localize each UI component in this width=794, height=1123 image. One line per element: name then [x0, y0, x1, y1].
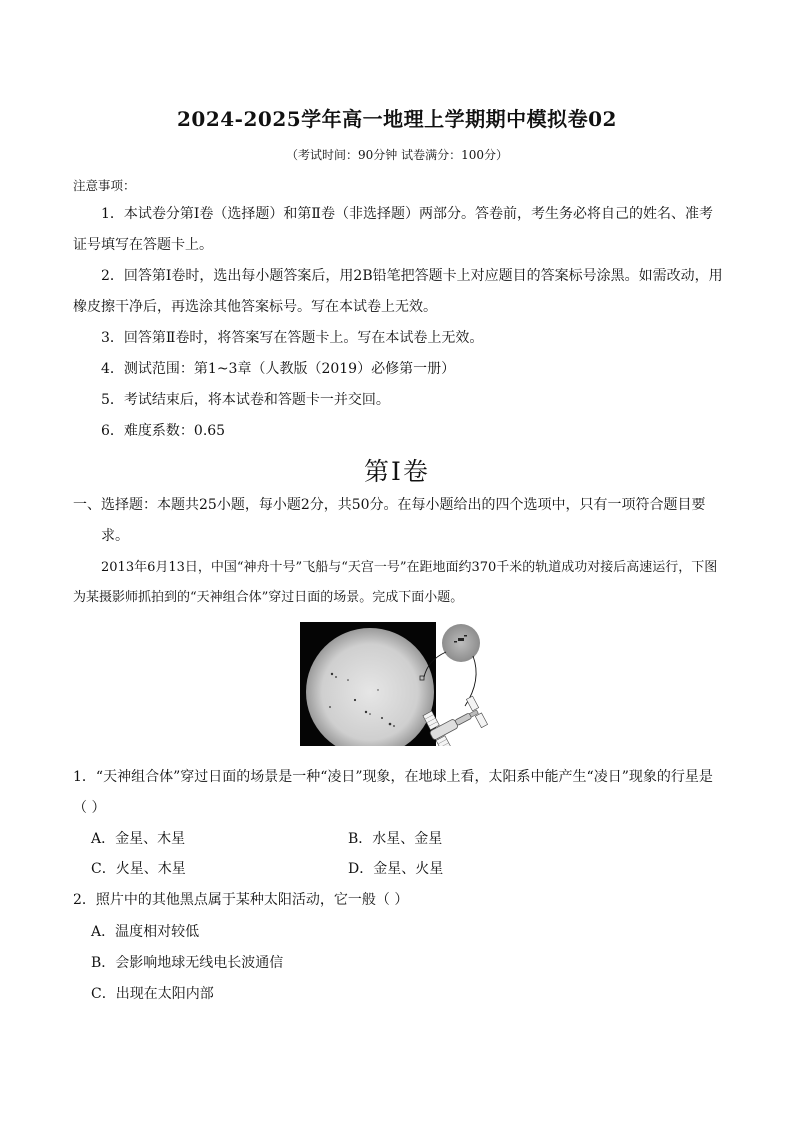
notice-item-1: 1．本试卷分第Ⅰ卷（选择题）和第Ⅱ卷（非选择题）两部分。答卷前，考生务必将自己的姓名、准考证号填写在答题卡上。 — [73, 206, 713, 253]
exam-subtitle: （考试时间：90分钟 试卷满分：100分） — [286, 148, 508, 162]
exam-title: 2024-2025学年高一地理上学期期中模拟卷02 — [177, 107, 617, 131]
notice-item-4: 4．测试范围：第1~3章（人教版（2019）必修第一册） — [101, 361, 456, 377]
section-instruction — [73, 490, 723, 552]
q1-option-d[interactable]: D．金星、火星 — [348, 861, 444, 877]
q1-option-c[interactable]: C．火星、木星 — [91, 861, 186, 877]
notice-item-2: 2．回答第Ⅰ卷时，选出每小题答案后，用2B铅笔把答题卡上对应题目的答案标号涂黑。如需改动，用橡皮擦干净后，再选涂其他答案标号。写在本试卷上无效。 — [73, 268, 723, 315]
q2-option-a[interactable]: A．温度相对较低 — [91, 924, 200, 940]
notice-heading: 注意事项： — [73, 178, 136, 193]
section-title: 第Ⅰ卷 — [364, 457, 430, 486]
zoom-inset — [442, 624, 480, 662]
section-instruction-text: 一、选择题：本题共25小题，每小题2分，共50分。在每小题给出的四个选项中，只有一项符合题目要求。 — [73, 497, 706, 544]
notice-item-3: 3．回答第Ⅱ卷时，将答案写在答题卡上。写在本试卷上无效。 — [101, 330, 484, 346]
q1-option-b[interactable]: B．水星、金星 — [348, 831, 443, 847]
q2-option-c[interactable]: C．出现在太阳内部 — [91, 986, 214, 1002]
notice-item-6: 6．难度系数：0.65 — [101, 423, 226, 439]
notice-item-5: 5．考试结束后，将本试卷和答题卡一并交回。 — [101, 392, 390, 408]
q2-option-b[interactable]: B．会影响地球无线电长波通信 — [91, 955, 284, 971]
q1-option-a[interactable]: A．金星、木星 — [91, 831, 186, 847]
question-1-stem: 1．“天神组合体”穿过日面的场景是一种“凌日”现象，在地球上看，太阳系中能产生“凌日”现象的行星是（ ） — [73, 769, 713, 816]
question-2-stem: 2．照片中的其他黑点属于某种太阳活动，它一般（ ） — [73, 892, 409, 908]
passage-text: 2013年6月13日，中国“神舟十号”飞船与“天宫一号”在距地面约370千米的轨道成功对接后高速运行，下图为某摄影师抓拍到的“天神组合体”穿过日面的场景。完成下面小题。 — [73, 560, 718, 605]
sun-transit-photo — [300, 622, 492, 746]
